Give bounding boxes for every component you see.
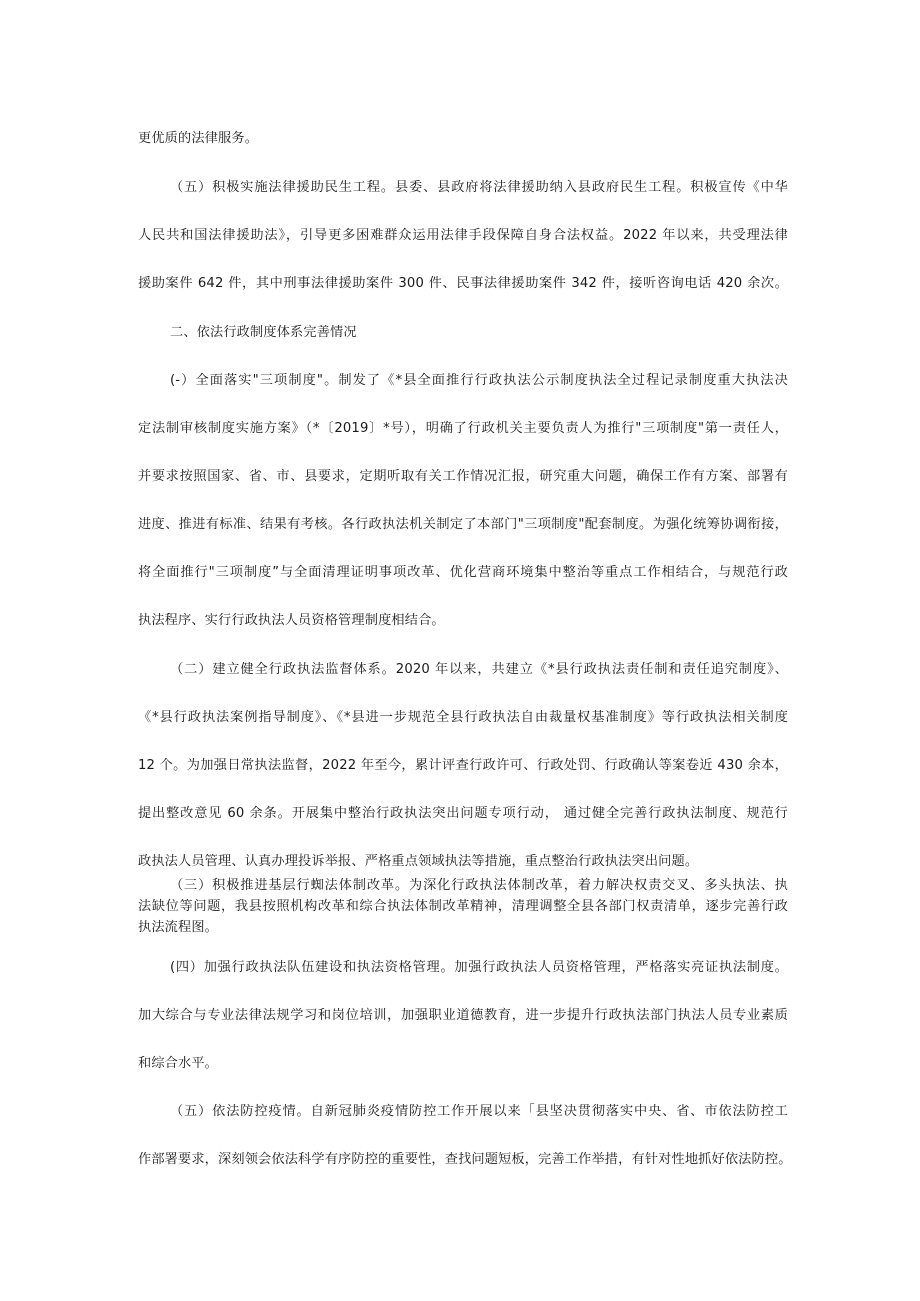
paragraph-line: 人民共和国法律援助法》，引导更多困难群众运用法律手段保障自身合法权益。2022 年以来，共受理法律 [138, 228, 788, 243]
paragraph-line: 定法制审核制度实施方案》（*〔2019〕*号），明确了行政机关主要负责人为推行"三项制度"第一责任人， [138, 421, 788, 436]
paragraph-line: 援助案件 642 件，其中刑事法律援助案件 300 件、民事法律援助案件 342 件，接听咨询电话 420 余次。 [138, 276, 788, 291]
paragraph-line: （三）积极推进基层行蜘法体制改革。为深化行政执法体制改革，着力解决权责交叉、多头执法、执 [170, 878, 788, 893]
section-heading: 二、依法行政制度体系完善情况 [170, 325, 357, 340]
paragraph-line: 并要求按照国家、省、市、县要求，定期听取有关工作情况汇报，研究重大问题，确保工作有方案、部署有 [138, 469, 788, 484]
paragraph-line: 更优质的法律服务。 [138, 131, 259, 146]
paragraph-line: (-）全面落实"三项制度"。制发了《*县全面推行行政执法公示制度执法全过程记录制度重大执法决 [170, 373, 788, 388]
paragraph-line: 进度、推进有标准、结果有考核。各行政执法机关制定了本部门"三项制度"配套制度。为强化统筹协调衔接， [138, 517, 788, 532]
paragraph-line: 作部署要求，深刻领会依法科学有序防控的重要性，查找问题短板，完善工作举措，有针对性地抓好依法防控。 [138, 1152, 792, 1167]
paragraph-line: 法缺位等问题，我县按照机构改革和综合执法体制改革精神，清理调整全县各部门权责清单，逐步完善行政 [138, 899, 788, 914]
paragraph-line: （五）积极实施法律援助民生工程。县委、县政府将法律援助纳入县政府民生工程。积极宣传《中华 [170, 180, 788, 195]
paragraph-line: 和综合水平。 [138, 1056, 219, 1071]
paragraph-line: 将全面推行"三项制度”与全面清理证明事项改革、优化营商环境集中整治等重点工作相结合，与规范行政 [138, 565, 788, 580]
paragraph-line: （五）依法防控疫情。自新冠肺炎疫情防控工作开展以来「县坚决贯彻落实中央、省、市依法防控工 [170, 1104, 788, 1119]
paragraph-line: 加大综合与专业法律法规学习和岗位培训，加强职业道德教育，进一步提升行政执法部门执法人员专业素质 [138, 1008, 788, 1023]
paragraph-line: 提出整改意见 60 余条。开展集中整治行政执法突出问题专项行动， 通过健全完善行政执法制度、规范行 [138, 806, 788, 821]
paragraph-line: (四）加强行政执法队伍建设和执法资格管理。加强行政执法人员资格管理，严格落实亮证执法制度。 [170, 960, 788, 975]
paragraph-line: 执法程序、实行行政执法人员资格管理制度相结合。 [138, 613, 445, 628]
paragraph-line: 政执法人员管理、认真办理投诉举报、严格重点领域执法等措施，重点整治行政执法突出问题。 [138, 854, 699, 869]
paragraph-line: 执法流程图。 [138, 920, 219, 935]
paragraph-line: 12 个。为加强日常执法监督，2022 年至今，累计评查行政许可、行政处罚、行政确认等案卷近 430 余本， [138, 758, 788, 773]
paragraph-line: 《*县行政执法案例指导制度》、《*县进一步规范全县行政执法自由裁量权基准制度》等行政执法相关制度 [138, 710, 788, 725]
paragraph-line: （二）建立健全行政执法监督体系。2020 年以来，共建立《*县行政执法责任制和责任追究制度》、 [170, 662, 788, 677]
